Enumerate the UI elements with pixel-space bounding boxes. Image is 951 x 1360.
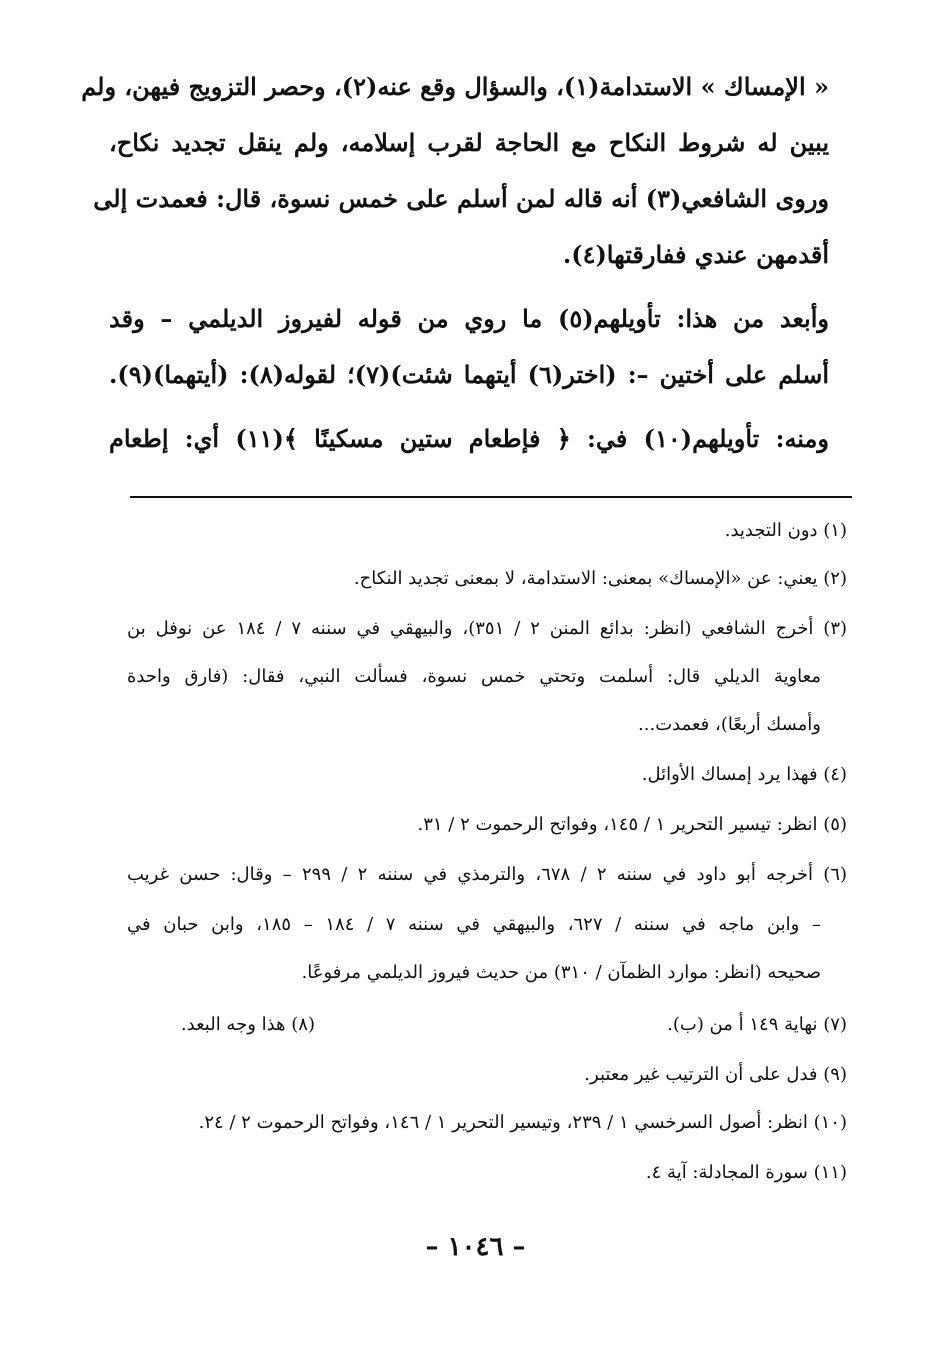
footnote-6-line-3: صحيحه (انظر: موارد الظمآن / ٣١٠) من حديث فيروز الديلمي مرفوعًا. <box>301 962 821 983</box>
footnote-divider <box>130 496 852 498</box>
main-text-line-1: « الإمساك » الاستدامة(١)، والسؤال وقع عنه(٢)، وحصر التزويج فيهن، ولم <box>81 72 829 101</box>
footnote-3-line-1: (٣) أخرج الشافعي (انظر: بدائع المنن ٢ / ٣٥١)، والبيهقي في سننه ٧ / ١٨٤ عن نوفل بن <box>127 618 848 639</box>
main-text-line-7: ومنه: تأويلهم(١٠) في: ﴿ فإطعام ستين مسكينًا ﴾(١١) أي: إطعام <box>109 424 829 453</box>
footnote-5: (٥) انظر: تيسير التحرير ١ / ١٤٥، وفواتح الرحموت ٢ / ٣١. <box>417 814 847 835</box>
footnote-10: (١٠) انظر: أصول السرخسي ١ / ٢٣٩، وتيسير التحرير ١ / ١٤٦، وفواتح الرحموت ٢ / ٢٤. <box>198 1112 847 1133</box>
footnote-6-line-2: – وابن ماجه في سننه / ٦٢٧، والبيهقي في سننه ٧ / ١٨٤ – ١٨٥، وابن حبان في <box>127 914 822 935</box>
footnote-8: (٨) هذا وجه البعد. <box>180 1014 315 1035</box>
page-number: – ١٠٤٦ – <box>425 1232 526 1262</box>
footnote-9: (٩) فدل على أن الترتيب غير معتبر. <box>584 1064 847 1085</box>
main-text-line-2: يبين له شروط النكاح مع الحاجة لقرب إسلامه، ولم ينقل تجديد نكاح، <box>109 128 829 157</box>
footnote-3-line-3: وأمسك أربعًا)، فعمدت... <box>638 714 821 735</box>
footnote-4: (٤) فهذا يرد إمساك الأوائل. <box>641 764 847 785</box>
footnote-1: (١) دون التجديد. <box>724 520 847 541</box>
footnote-7: (٧) نهاية ١٤٩ أ من (ب). <box>667 1014 847 1035</box>
main-text-line-5: وأبعد من هذا: تأويلهم(٥) ما روي من قوله لفيروز الديلمي – وقد <box>109 304 829 333</box>
footnote-11: (١١) سورة المجادلة: آية ٤. <box>645 1162 847 1183</box>
main-text-line-4: أقدمهن عندي ففارقتها(٤). <box>562 240 829 269</box>
footnote-3-line-2: معاوية الديلي قال: أسلمت وتحتي خمس نسوة، فسألت النبي، فقال: (فارق واحدة <box>127 666 821 687</box>
footnote-6-line-1: (٦) أخرجه أبو داود في سننه ٢ / ٦٧٨، والترمذي في سننه ٢ / ٢٩٩ – وقال: حسن غريب <box>127 864 848 885</box>
main-text-line-6: أسلم على أختين –: (اختر(٦) أيتهما شئت)(٧)؛ لقوله(٨): (أيتهما)(٩). <box>109 360 829 389</box>
main-text-line-3: وروى الشافعي(٣) أنه قاله لمن أسلم على خمس نسوة، قال: فعمدت إلى <box>93 184 829 213</box>
footnote-2: (٢) يعني: عن «الإمساك» بمعنى: الاستدامة، لا بمعنى تجديد النكاح. <box>353 568 847 589</box>
